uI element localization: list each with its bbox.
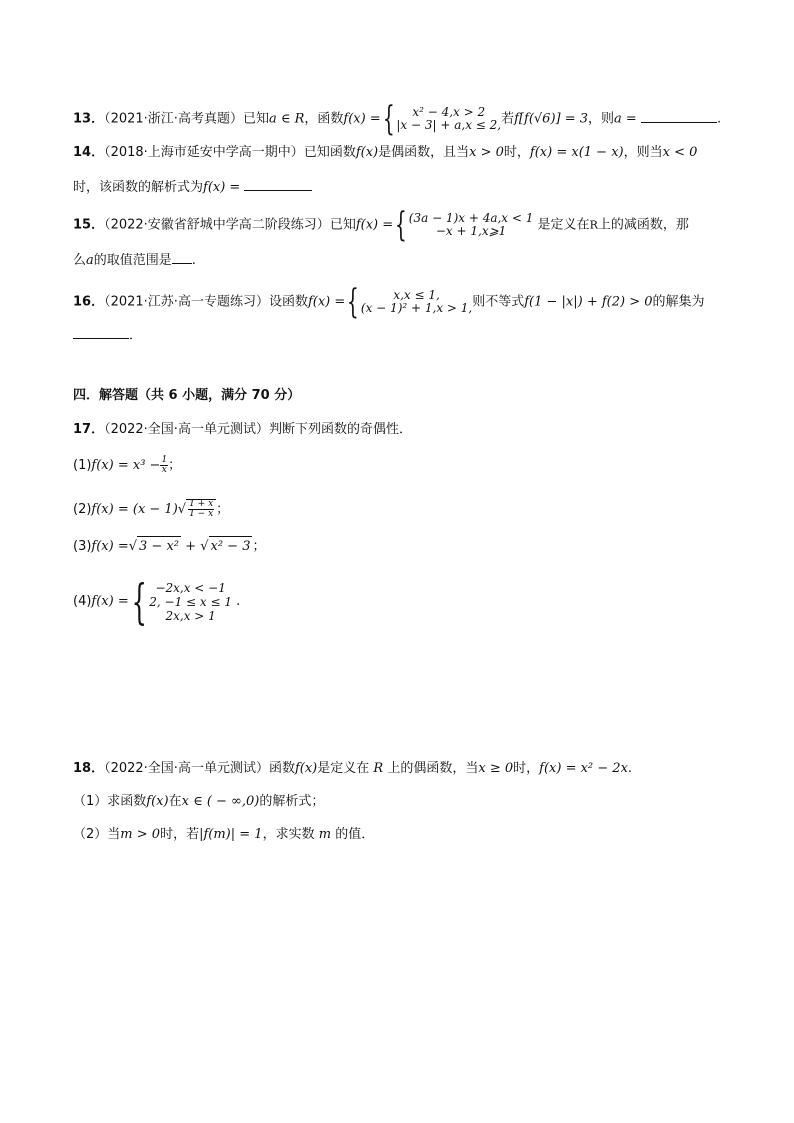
question-17 xyxy=(73,420,412,440)
question-source: （2022·安徽省舒城中学高二阶段练习） xyxy=(104,217,330,233)
question-source: （2021·浙江·高考真题） xyxy=(104,111,243,127)
text: ； xyxy=(252,539,266,554)
math: f(x) = xyxy=(307,294,346,310)
math: f(x) = xyxy=(203,180,241,195)
math: f(x) = xyxy=(91,594,129,609)
text: 是偶函数，且当 xyxy=(378,145,470,160)
text: ，则当 xyxy=(623,145,663,160)
text: 求函数 xyxy=(107,794,147,809)
question-number: 15． xyxy=(73,217,105,233)
question-15-line2 xyxy=(73,249,196,271)
piecewise-cases: x,x ≤ 1, (x − 1)² + 1,x > 1, xyxy=(360,288,473,315)
question-17-part3 xyxy=(73,536,266,557)
text: ； xyxy=(216,502,230,517)
text: 的解集为 xyxy=(652,294,705,310)
part-label: (2) xyxy=(73,502,92,517)
question-16-line2 xyxy=(73,324,142,346)
text: 上的偶函数，当 xyxy=(387,761,479,776)
question-18 xyxy=(73,759,632,779)
text: . xyxy=(236,594,241,609)
math: x > 0 xyxy=(469,145,504,160)
text: 么 xyxy=(73,253,87,268)
math: R xyxy=(373,761,384,776)
question-number: 14． xyxy=(73,145,105,160)
question-16 xyxy=(73,282,705,322)
answer-blank[interactable] xyxy=(641,108,717,123)
text: 时， xyxy=(503,145,530,160)
text: ，则 xyxy=(588,111,615,127)
question-number: 13． xyxy=(73,111,105,127)
math: m xyxy=(318,827,332,842)
text: 则不等式 xyxy=(472,294,525,310)
part-label: （2） xyxy=(73,827,108,842)
text: 判断下列函数的奇偶性． xyxy=(268,422,412,437)
math: f(x) = (x − 1) xyxy=(91,502,178,517)
math: f(x) = x³ − xyxy=(91,458,161,473)
math: a = xyxy=(614,111,637,127)
math: x ∈ ( − ∞,0) xyxy=(181,794,260,809)
brace: { xyxy=(347,282,360,322)
part-label: (3) xyxy=(73,539,92,554)
brace: { xyxy=(395,205,407,245)
math: f(x) xyxy=(355,145,379,160)
brace: { xyxy=(382,99,395,139)
math: R xyxy=(589,218,598,232)
answer-blank[interactable] xyxy=(244,176,312,191)
part-label: (1) xyxy=(73,458,92,473)
math: f(1 − |x|) + f(2) > 0 xyxy=(524,294,653,310)
text: ，求实数 xyxy=(262,827,315,842)
brace: { xyxy=(131,573,147,630)
question-13 xyxy=(73,99,722,139)
text: 是定义在 xyxy=(537,217,590,233)
math: f(x) = xyxy=(355,217,394,233)
math: f(x) = x² − 2x xyxy=(539,761,628,776)
text: ，函数 xyxy=(304,111,344,127)
math: f(x) = xyxy=(343,111,381,127)
text: 已知 xyxy=(329,217,356,233)
question-source: （2021·江苏·高一专题练习） xyxy=(104,294,269,310)
part-label: （1） xyxy=(73,794,108,809)
question-source: （2018·上海市延安中学高一期中） xyxy=(104,145,304,160)
text: 时，该函数的解析式为 xyxy=(73,180,204,195)
math: m > 0 xyxy=(120,827,161,842)
text: 若 xyxy=(501,111,515,127)
answer-blank[interactable] xyxy=(73,324,129,339)
question-source: （2022·全国·高一单元测试） xyxy=(104,422,269,437)
text: 上的减函数，那 xyxy=(597,217,689,233)
math: f(x) = xyxy=(91,539,129,554)
math: f(x) = x(1 − x) xyxy=(529,145,624,160)
question-17-part2 xyxy=(73,499,229,520)
question-17-part1 xyxy=(73,456,181,476)
section-heading: 四．解答题（共 6 小题，满分 70 分） xyxy=(73,388,301,403)
text: . xyxy=(716,111,722,127)
square-root: √ $\frac{1 + x}{1 - x}$ xyxy=(178,499,216,520)
math: x < 0 xyxy=(662,145,698,160)
question-source: （2022·全国·高一单元测试） xyxy=(104,761,269,776)
text: 在 xyxy=(168,794,182,809)
text: . xyxy=(191,253,196,268)
text: ； xyxy=(168,458,182,473)
text: 设函数 xyxy=(268,294,308,310)
question-15 xyxy=(73,205,689,245)
fraction: $\frac{1}{x}$ xyxy=(161,455,168,475)
piecewise-cases: (3a − 1)x + 4a,x < 1 −x + 1,x⩾1 xyxy=(408,211,534,238)
square-root: √ x² − 3 xyxy=(200,536,252,557)
question-18-sub2 xyxy=(73,825,374,845)
question-17-part4 xyxy=(73,573,241,630)
part-label: (4) xyxy=(73,594,92,609)
text: 的解析式； xyxy=(259,794,325,809)
text: . xyxy=(627,761,633,776)
text: ． xyxy=(129,328,143,343)
square-root: √ 3 − x² xyxy=(129,536,181,557)
math: x ≥ 0 xyxy=(478,761,514,776)
text: 已知 xyxy=(242,111,269,127)
text: 的值． xyxy=(335,827,375,842)
text: 函数 xyxy=(268,761,295,776)
question-number: 16． xyxy=(73,294,105,310)
text: 已知函数 xyxy=(303,145,356,160)
text: 时，若 xyxy=(160,827,200,842)
text: 的取值范围是 xyxy=(93,253,172,268)
math: f[f(√6)] = 3 xyxy=(514,111,589,127)
math: a ∈ R xyxy=(268,111,305,127)
answer-blank[interactable] xyxy=(172,249,192,264)
question-14-line2 xyxy=(73,176,312,198)
question-number: 17． xyxy=(73,422,105,437)
piecewise-cases: x² − 4,x > 2 |x − 3| + a,x ≤ 2, xyxy=(396,105,502,132)
piecewise-cases: −2x,x < −1 2, −1 ≤ x ≤ 1 2x,x > 1 xyxy=(149,580,233,623)
math: a xyxy=(86,253,94,268)
math: + xyxy=(185,539,197,554)
math: f(x) xyxy=(146,794,169,809)
question-14 xyxy=(73,143,697,163)
text: 时， xyxy=(513,761,540,776)
text: 是定义在 xyxy=(317,761,370,776)
question-number: 18． xyxy=(73,761,105,776)
text: 当 xyxy=(107,827,121,842)
question-18-sub1 xyxy=(73,792,324,812)
math: |f(m)| = 1 xyxy=(199,827,263,842)
math: f(x) xyxy=(294,761,318,776)
